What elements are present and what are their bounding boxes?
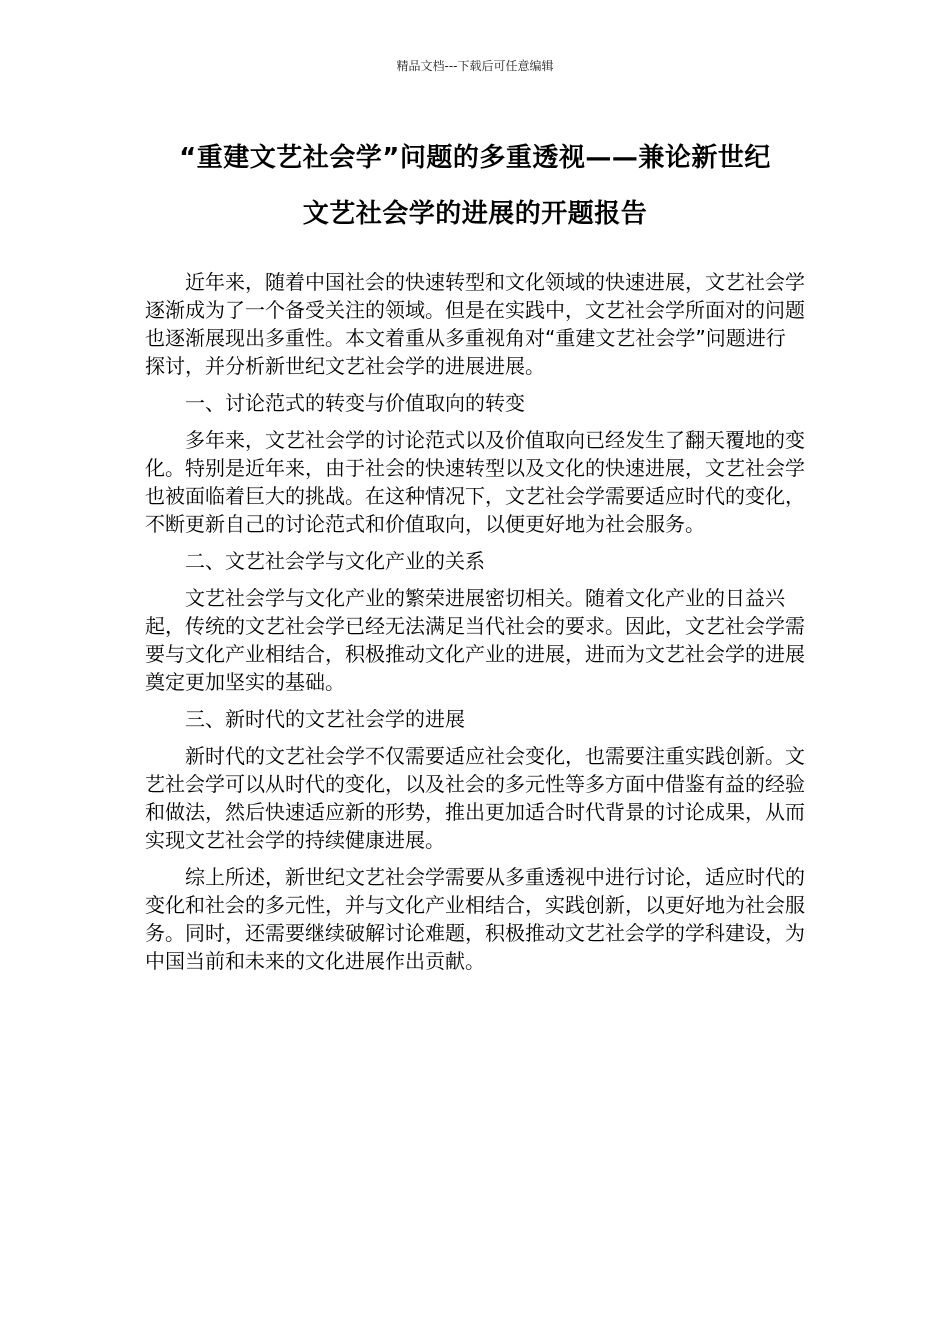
section-1-paragraph: 多年来，文艺社会学的讨论范式以及价值取向已经发生了翻天覆地的变化。特别是近年来，由于社会的快速转型以及文化的快速进展，文艺社会学也被面临着巨大的挑战。在这种情况下，文艺社会学需要适应时代的变化，不断更新自己的讨论范式和价值取向，以便更好地为社会服务。	[145, 428, 805, 536]
title-line-1: “重建文艺社会学”问题的多重透视——兼论新世纪	[179, 143, 771, 173]
conclusion-paragraph: 综上所述，新世纪文艺社会学需要从多重透视中进行讨论，适应时代的变化和社会的多元性，并与文化产业相结合，实践创新，以更好地为社会服务。同时，还需要继续破解讨论难题，积极推动文艺社会学的学科建设，为中国当前和未来的文化进展作出贡献。	[145, 865, 805, 973]
document-title	[145, 130, 805, 242]
title-line-2: 文艺社会学的进展的开题报告	[302, 199, 648, 229]
section-1-heading: 一、讨论范式的转变与价值取向的转变	[185, 391, 525, 415]
section-3-heading: 三、新时代的文艺社会学的进展	[185, 707, 465, 731]
section-2-paragraph: 文艺社会学与文化产业的繁荣进展密切相关。随着文化产业的日益兴起，传统的文艺社会学已经无法满足当代社会的要求。因此，文艺社会学需要与文化产业相结合，积极推动文化产业的进展，进而为文艺社会学的进展奠定更加坚实的基础。	[145, 586, 805, 694]
document-body	[145, 268, 805, 984]
page-header: 精品文档---下载后可任意编辑	[396, 59, 554, 73]
intro-paragraph: 近年来，随着中国社会的快速转型和文化领域的快速进展，文艺社会学逐渐成为了一个备受关注的领域。但是在实践中，文艺社会学所面对的问题也逐渐展现出多重性。本文着重从多重视角对“重建文艺社会学”问题进行探讨，并分析新世纪文艺社会学的进展进展。	[145, 270, 805, 378]
section-2-heading: 二、文艺社会学与文化产业的关系	[185, 549, 485, 573]
section-3-paragraph: 新时代的文艺社会学不仅需要适应社会变化，也需要注重实践创新。文艺社会学可以从时代的变化，以及社会的多元性等多方面中借鉴有益的经验和做法，然后快速适应新的形势，推出更加适合时代背景的讨论成果，从而实现文艺社会学的持续健康进展。	[145, 744, 805, 852]
